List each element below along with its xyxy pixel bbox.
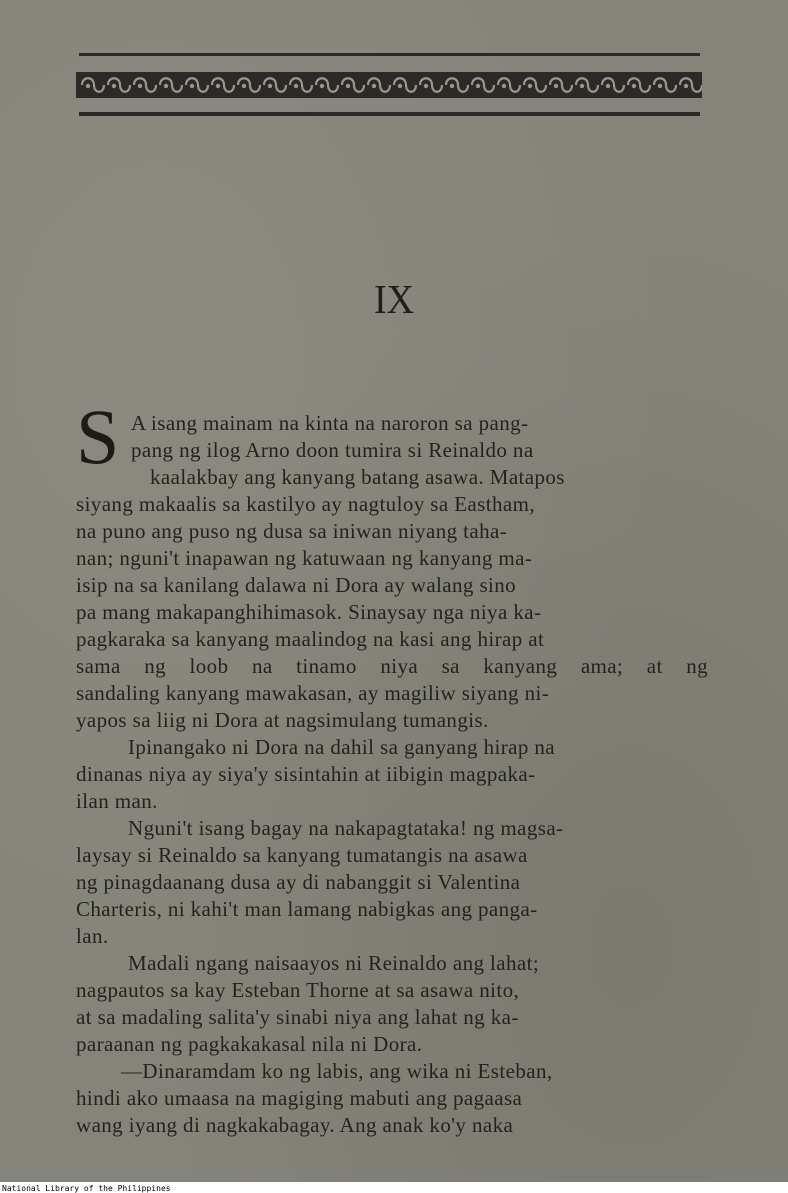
text-line: pang ng ilog Arno doon tumira si Reinaldo na <box>131 438 534 462</box>
text-line: sama ng loob na tinamo niya sa kanyang ama; at ng <box>76 654 708 678</box>
text-line: laysay si Reinaldo sa kanyang tumatangis na asawa <box>76 843 528 867</box>
ornamental-border <box>76 70 702 100</box>
text-line: nagpautos sa kay Esteban Thorne at sa asawa nito, <box>76 978 520 1002</box>
chapter-number: IX <box>373 277 415 323</box>
text-line: ng pinagdaanang dusa ay di nabanggit si Valentina <box>76 870 521 894</box>
text-line: nan; nguni't inapawan ng katuwaan ng kanyang ma- <box>76 546 533 570</box>
text-line: Charteris, ni kahi't man lamang nabigkas ang panga- <box>76 897 538 921</box>
text-line: lan. <box>76 924 109 948</box>
text-line: A isang mainam na kinta na naroron sa pang- <box>131 411 529 435</box>
text-line: isip na sa kanilang dalawa ni Dora ay walang sino <box>76 573 517 597</box>
text-line: Ipinangako ni Dora na dahil sa ganyang hirap na <box>128 735 555 759</box>
text-line: sandaling kanyang mawakasan, ay magiliw siyang ni- <box>76 681 550 705</box>
text-line: paraanan ng pagkakakasal nila ni Dora. <box>76 1032 423 1056</box>
text-line: Madali ngang naisaayos ni Reinaldo ang lahat; <box>128 951 540 975</box>
text-line: pa mang makapanghihimasok. Sinaysay nga niya ka- <box>76 600 542 624</box>
text-line: at sa madaling salita'y sinabi niya ang lahat ng ka- <box>76 1005 519 1029</box>
text-line: ilan man. <box>76 789 158 813</box>
text-line: wang iyang di nagkakabagay. Ang anak ko'y naka <box>76 1113 514 1137</box>
library-credit: National Library of the Philippines <box>2 1184 171 1193</box>
bottom-rule <box>79 112 700 116</box>
top-rule <box>79 53 700 56</box>
drop-cap: S <box>76 393 120 480</box>
text-line: —Dinaramdam ko ng labis, ang wika ni Esteban, <box>121 1059 553 1083</box>
text-line: dinanas niya ay siya'y sisintahin at iibigin magpaka- <box>76 762 536 786</box>
text-line: yapos sa liig ni Dora at nagsimulang tumangis. <box>76 708 489 732</box>
text-line: hindi ako umaasa na magiging mabuti ang pagaasa <box>76 1086 523 1110</box>
text-line: na puno ang puso ng dusa sa iniwan niyang taha- <box>76 519 508 543</box>
text-line: kaalakbay ang kanyang batang asawa. Matapos <box>150 465 565 489</box>
text-line: Nguni't isang bagay na nakapagtataka! ng magsa- <box>128 816 564 840</box>
text-line: siyang makaalis sa kastilyo ay nagtuloy sa Eastham, <box>76 492 535 516</box>
text-line: pagkaraka sa kanyang maalindog na kasi ang hirap at <box>76 627 545 651</box>
